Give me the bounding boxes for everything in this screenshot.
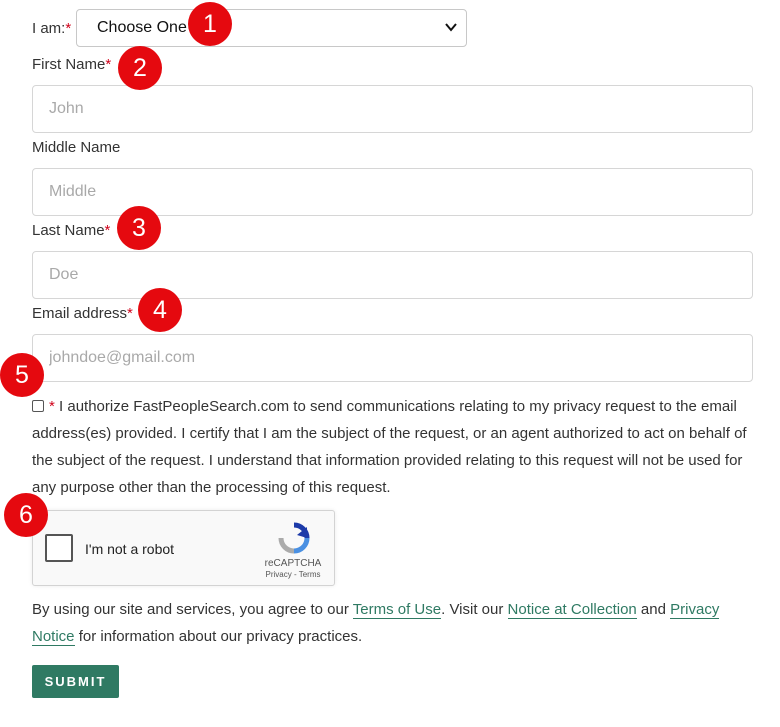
first-name-label: [32, 56, 111, 73]
required-mark: *: [104, 222, 111, 239]
middle-name-label: Middle Name: [32, 139, 121, 156]
annotation-badge-4: 4: [138, 288, 182, 332]
annotation-badge-1: 1: [188, 2, 232, 46]
recaptcha-brand: reCAPTCHA: [264, 558, 322, 569]
annotation-badge-2: 2: [118, 46, 162, 90]
consent-checkbox[interactable]: [32, 400, 44, 412]
iam-label: [32, 20, 71, 37]
notice-at-collection-link[interactable]: Notice at Collection: [507, 601, 637, 618]
first-name-label-text: First Name: [32, 56, 106, 73]
recaptcha-widget: [32, 510, 335, 586]
annotation-badge-5: 5: [0, 353, 44, 397]
terms-and: and: [636, 601, 671, 618]
iam-select[interactable]: [76, 9, 467, 47]
annotation-badge-3: 3: [117, 206, 161, 250]
consent-text: I authorize FastPeopleSearch.com to send communications relating to my privacy request to the email address(es) provided. I certify that I am the subject of the request, or an agent authorized to act on behalf of the subject of the request. I understand that information provided relating to this request will not be used for any purpose other than the processing of this request.: [32, 398, 747, 496]
terms-middle: . Visit our: [441, 601, 508, 618]
email-label-text: Email address: [32, 305, 128, 322]
last-name-label-text: Last Name: [32, 222, 105, 239]
email-label: [32, 305, 133, 322]
recaptcha-links[interactable]: Privacy - Terms: [265, 570, 321, 579]
recaptcha-checkbox[interactable]: [45, 534, 73, 562]
required-mark: *: [105, 56, 112, 73]
required-mark: *: [49, 398, 55, 415]
consent-block: [32, 393, 752, 501]
terms-of-use-link[interactable]: Terms of Use: [352, 601, 442, 618]
terms-text: [32, 596, 757, 650]
recaptcha-logo-icon: [277, 521, 311, 555]
privacy-notice-link[interactable]: Privacy Notice: [32, 601, 720, 645]
chevron-down-icon: [444, 20, 458, 34]
first-name-input[interactable]: [32, 85, 753, 133]
recaptcha-label: I'm not a robot: [85, 541, 175, 557]
required-mark: *: [65, 20, 72, 37]
email-input[interactable]: [32, 334, 753, 382]
required-mark: *: [127, 305, 133, 322]
iam-label-text: I am:: [32, 20, 66, 37]
submit-button[interactable]: SUBMIT: [32, 665, 119, 698]
iam-select-value: Choose One: [97, 19, 187, 36]
last-name-input[interactable]: [32, 251, 753, 299]
last-name-label: [32, 222, 110, 239]
terms-prefix: By using our site and services, you agree to our: [32, 601, 353, 618]
annotation-badge-6: 6: [4, 493, 48, 537]
terms-suffix: for information about our privacy practices.: [74, 628, 363, 645]
